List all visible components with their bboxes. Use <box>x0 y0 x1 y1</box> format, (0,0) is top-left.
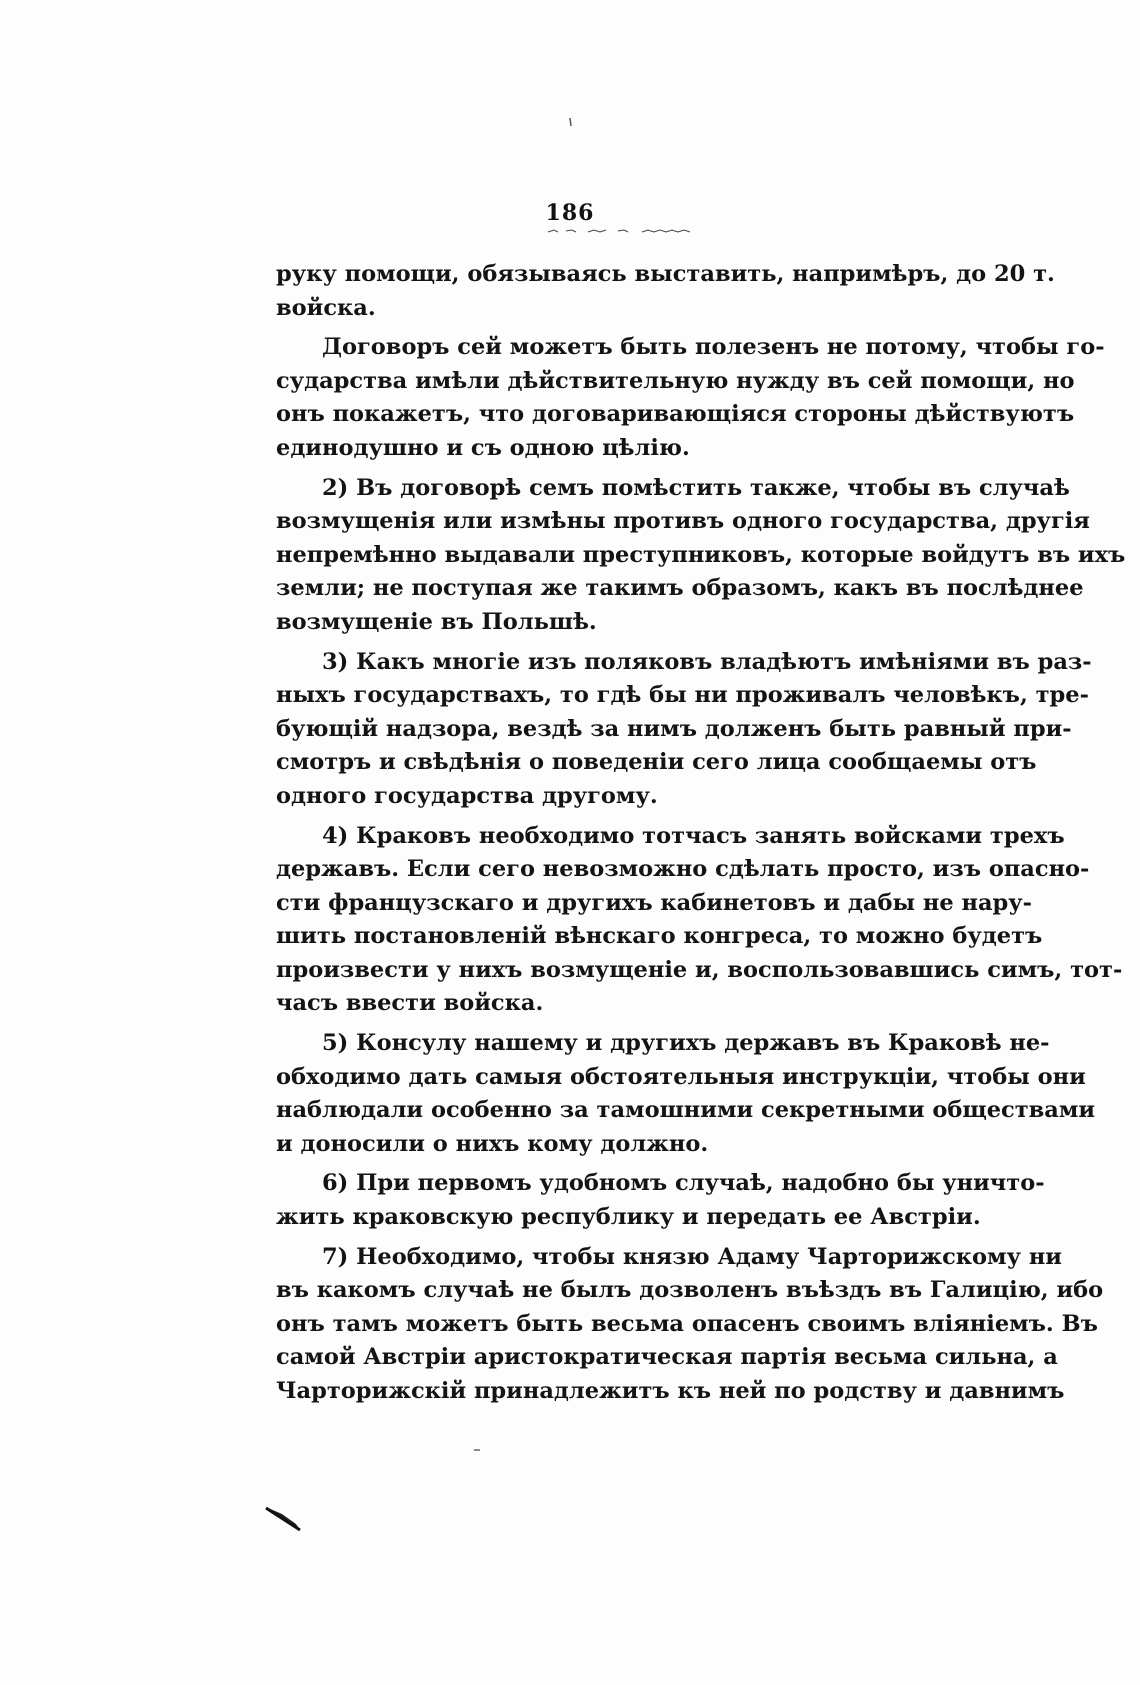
paragraph <box>276 1167 1045 1234</box>
paragraph <box>276 1027 1096 1161</box>
text-line: Договоръ сей можетъ быть полезенъ не потому, чтобы го- <box>322 334 1105 361</box>
text-line: сударства имѣли дѣйствительную нужду въ сей помощи, но <box>276 367 1075 394</box>
text-line: 3) Какъ многіе изъ поляковъ владѣютъ имѣніями въ раз- <box>322 648 1092 675</box>
text-line: въ какомъ случаѣ не былъ дозволенъ въѣздъ въ Галицію, ибо <box>276 1277 1104 1304</box>
text-line: возмущеніе въ Польшѣ. <box>276 608 597 635</box>
text-line: непремѣнно выдавали преступниковъ, которые войдутъ въ ихъ <box>276 541 1126 568</box>
paragraph <box>276 258 1055 325</box>
paragraph <box>276 646 1092 814</box>
page-number-ornament <box>548 228 690 234</box>
text-line: единодушно и съ одною цѣлію. <box>276 434 690 461</box>
text-line: сти французскаго и другихъ кабинетовъ и дабы не нару- <box>276 889 1033 916</box>
text-line: бующій надзора, вездѣ за нимъ долженъ быть равный при- <box>276 715 1072 742</box>
text-line: 6) При первомъ удобномъ случаѣ, надобно бы уничто- <box>322 1170 1045 1197</box>
text-line: войска. <box>276 294 376 321</box>
text-line: и доносили о нихъ кому должно. <box>276 1130 709 1157</box>
text-line: державъ. Если сего невозможно сдѣлать просто, изъ опасно- <box>276 856 1090 883</box>
paragraph <box>276 1241 1104 1409</box>
text-line: жить краковскую республику и передать ее Австріи. <box>276 1204 981 1231</box>
text-line: произвести у нихъ возмущеніе и, воспользовавшись симъ, тот- <box>276 956 1123 983</box>
text-line: земли; не поступая же такимъ образомъ, какъ въ послѣднее <box>276 575 1084 602</box>
text-line: руку помощи, обязываясь выставить, напримѣръ, до 20 т. <box>276 261 1055 287</box>
text-line: самой Австріи аристократическая партія весьма сильна, а <box>276 1344 1058 1371</box>
text-line: Чарторижскій принадлежитъ къ ней по родству и давнимъ <box>276 1378 1065 1404</box>
paragraph <box>276 472 1126 640</box>
text-line: онъ покажетъ, что договаривающіяся стороны дѣйствуютъ <box>276 401 1075 428</box>
text-line: 5) Консулу нашему и другихъ державъ въ Краковѣ не- <box>322 1030 1050 1057</box>
text-line: наблюдали особенно за тамошними секретными обществами <box>276 1097 1096 1124</box>
text-line: смотръ и свѣдѣнія о поведеніи сего лица сообщаемы отъ <box>276 749 1037 776</box>
body-text <box>276 258 1126 1409</box>
text-line: возмущенія или измѣны противъ одного государства, другія <box>276 508 1090 535</box>
text-line: одного государства другому. <box>276 782 658 809</box>
text-line: 4) Краковъ необходимо тотчасъ занять войсками трехъ <box>322 822 1065 849</box>
page-number: 186 <box>545 200 595 226</box>
text-line: ныхъ государствахъ, то гдѣ бы ни проживалъ человѣкъ, тре- <box>276 682 1089 709</box>
text-line: 7) Необходимо, чтобы князю Адаму Чарторижскому ни <box>322 1243 1062 1270</box>
text-line: онъ тамъ можетъ быть весьма опасенъ своимъ вліяніемъ. Въ <box>276 1310 1098 1337</box>
paragraph <box>276 331 1105 465</box>
text-line: шить постановленій вѣнскаго конгреса, то можно будетъ <box>276 923 1043 950</box>
text-line: обходимо дать самыя обстоятельныя инструкціи, чтобы они <box>276 1063 1086 1090</box>
paragraph <box>276 820 1123 1022</box>
text-line: часъ ввести войска. <box>276 990 544 1017</box>
text-line: 2) Въ договорѣ семъ помѣстить также, чтобы въ случаѣ <box>322 474 1070 501</box>
